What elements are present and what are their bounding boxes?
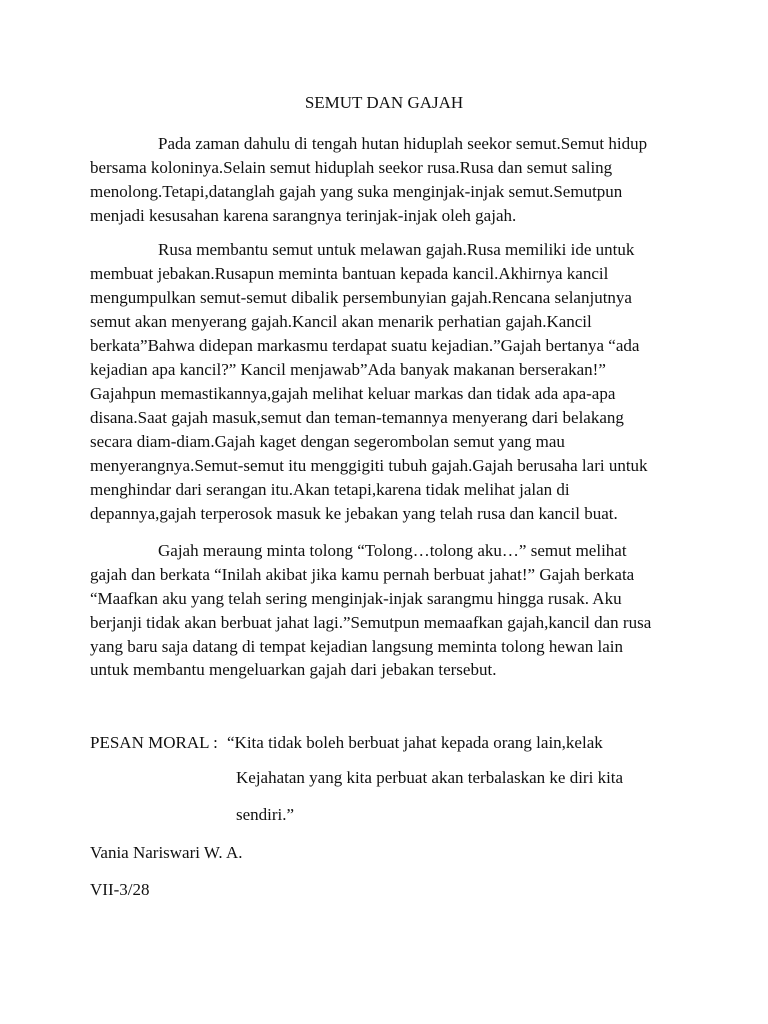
text-line: bersama koloninya.Selain semut hiduplah seekor rusa.Rusa dan semut saling (90, 158, 613, 177)
text-line: Pada zaman dahulu di tengah hutan hiduplah seekor semut.Semut hidup (158, 134, 648, 153)
class-number: VII-3/28 (90, 880, 150, 899)
text-line: menjadi kesusahan karena sarangnya terinjak-injak oleh gajah. (90, 206, 517, 225)
text-line: berkata”Bahwa didepan markasmu terdapat suatu kejadian.”Gajah bertanya “ada (90, 336, 640, 355)
text-line: gajah dan berkata “Inilah akibat jika kamu pernah berbuat jahat!” Gajah berkata (90, 565, 635, 584)
text-line: membuat jebakan.Rusapun meminta bantuan kepada kancil.Akhirnya kancil (90, 264, 609, 283)
text-line: mengumpulkan semut-semut dibalik persembunyian gajah.Rencana selanjutnya (90, 288, 632, 307)
text-line: berjanji tidak akan berbuat jahat lagi.”Semutpun memaafkan gajah,kancil dan rusa (90, 613, 652, 632)
text-line: untuk membantu mengeluarkan gajah dari jebakan tersebut. (90, 660, 497, 679)
text-line: menghindar dari serangan itu.Akan tetapi,karena tidak melihat jalan di (90, 480, 570, 499)
text-line: Rusa membantu semut untuk melawan gajah.Rusa memiliki ide untuk (158, 240, 635, 259)
text-line: Gajah meraung minta tolong “Tolong…tolong aku…” semut melihat (158, 541, 627, 560)
text-line: menyerangnya.Semut-semut itu menggigiti tubuh gajah.Gajah berusaha lari untuk (90, 456, 648, 475)
author-name: Vania Nariswari W. A. (90, 843, 243, 862)
text-line: depannya,gajah terperosok masuk ke jebakan yang telah rusa dan kancil buat. (90, 504, 618, 523)
text-line: disana.Saat gajah masuk,semut dan teman-temannya menyerang dari belakang (90, 408, 624, 427)
text-line: menolong.Tetapi,datanglah gajah yang suka menginjak-injak semut.Semutpun (90, 182, 623, 201)
document-title: SEMUT DAN GAJAH (304, 93, 464, 112)
text-line: semut akan menyerang gajah.Kancil akan menarik perhatian gajah.Kancil (90, 312, 592, 331)
text-line: secara diam-diam.Gajah kaget dengan segerombolan semut yang mau (90, 432, 565, 451)
text-line: yang baru saja datang di tempat kejadian langsung meminta tolong hewan lain (90, 637, 623, 656)
moral-line: sendiri.” (236, 805, 295, 824)
text-line: “Maafkan aku yang telah sering menginjak-injak sarangmu hingga rusak. Aku (90, 589, 622, 608)
moral-line: Kejahatan yang kita perbuat akan terbalaskan ke diri kita (236, 768, 624, 787)
moral-label: PESAN MORAL : (90, 733, 218, 752)
text-line: Gajahpun memastikannya,gajah melihat keluar markas dan tidak ada apa-apa (90, 384, 616, 403)
text-line: kejadian apa kancil?” Kancil menjawab”Ada banyak makanan berserakan!” (90, 360, 606, 379)
moral-line: “Kita tidak boleh berbuat jahat kepada orang lain,kelak (227, 733, 603, 752)
